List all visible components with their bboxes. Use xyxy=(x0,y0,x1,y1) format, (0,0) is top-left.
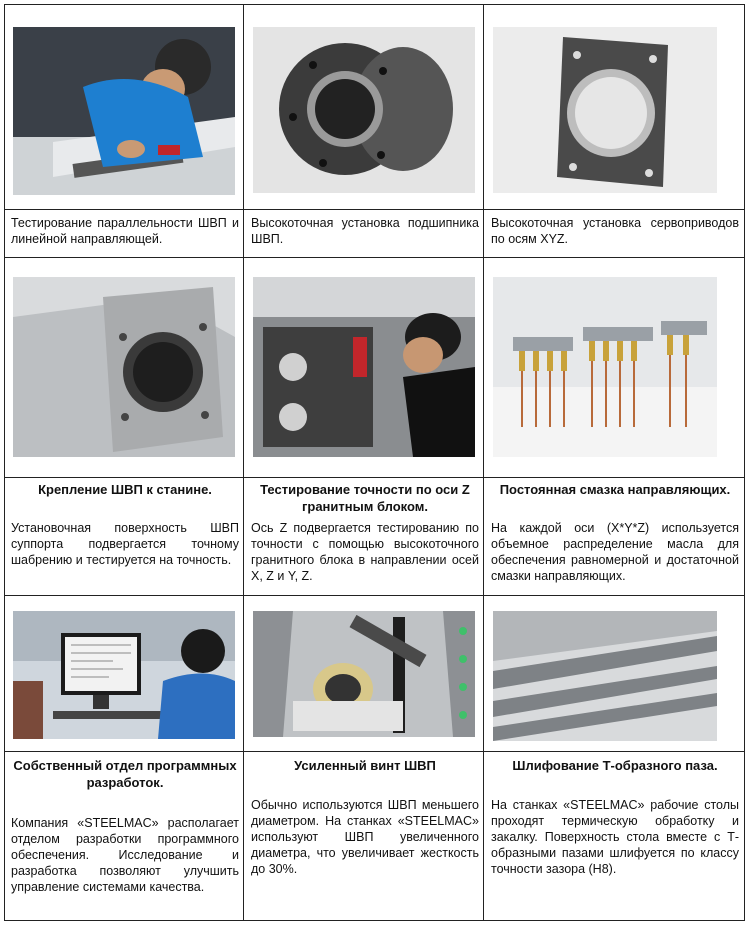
row-divider xyxy=(5,209,744,210)
desc-reinforced-ballscrew: Обычно используются ШВП меньшего диаметром. На станках «STEELMAC» используют ШВП увеличенного диаметра, что увеличивает жесткость до 30%. xyxy=(251,798,479,876)
row-divider xyxy=(5,477,744,478)
photo-granite-block-test xyxy=(253,277,475,457)
photo-reinforced-ballscrew xyxy=(253,611,475,737)
desc-t-slot-grinding: На станках «STEELMAC» рабочие столы проходят термическую обработку и закалку. Поверхность стола вместе с Т-образными пазами шлифуется по классу точности зазора (H8). xyxy=(491,798,739,876)
title-z-axis-granite-test: Тестирование точности по оси Z гранитным блоком. xyxy=(260,482,470,514)
photo-lubrication-distributor xyxy=(493,277,717,457)
desc-z-axis-granite-test: Ось Z подвергается тестированию по точности с помощью высокоточного гранитного блока в направлении осей X, Z и Y, Z. xyxy=(251,521,479,583)
title-t-slot-grinding: Шлифование Т-образного паза. xyxy=(512,758,718,773)
row-divider xyxy=(5,595,744,596)
caption-bearing-installation: Высокоточная установка подшипника ШВП. xyxy=(251,216,479,246)
desc-ballscrew-mounting: Установочная поверхность ШВП суппорта подвергается точному шабрению и тестируется на точность. xyxy=(11,521,239,567)
title-software-department: Собственный отдел программных разработок. xyxy=(13,758,237,790)
photo-software-department xyxy=(13,611,235,739)
caption-servo-installation: Высокоточная установка сервоприводов по осям XYZ. xyxy=(491,216,739,246)
photo-t-slot-table xyxy=(493,611,717,741)
title-reinforced-ballscrew: Усиленный винт ШВП xyxy=(294,758,436,773)
photo-ballscrew-bracket xyxy=(13,277,235,457)
desc-guideway-lubrication: На каждой оси (X*Y*Z) используется объемное распределение масла для обеспечения равномерной и достаточной смазки направляющих. xyxy=(491,521,739,583)
row-divider xyxy=(5,751,744,752)
feature-table xyxy=(4,4,745,921)
caption-ballscrew-parallelism: Тестирование параллельности ШВП и линейной направляющей. xyxy=(11,216,239,246)
column-divider xyxy=(243,5,244,920)
title-guideway-lubrication: Постоянная смазка направляющих. xyxy=(499,482,731,497)
photo-bearing-mount xyxy=(253,27,475,193)
title-ballscrew-mounting: Крепление ШВП к станине. xyxy=(38,482,212,497)
row-divider xyxy=(5,257,744,258)
desc-software-department: Компания «STEELMAC» располагает отделом разработки программного обеспечения. Исследование и разработка позволяют улучшить управление системами качества. xyxy=(11,816,239,894)
column-divider xyxy=(483,5,484,920)
photo-servo-mount-plate xyxy=(493,27,717,193)
photo-worker-testing-ballscrew xyxy=(13,27,235,195)
